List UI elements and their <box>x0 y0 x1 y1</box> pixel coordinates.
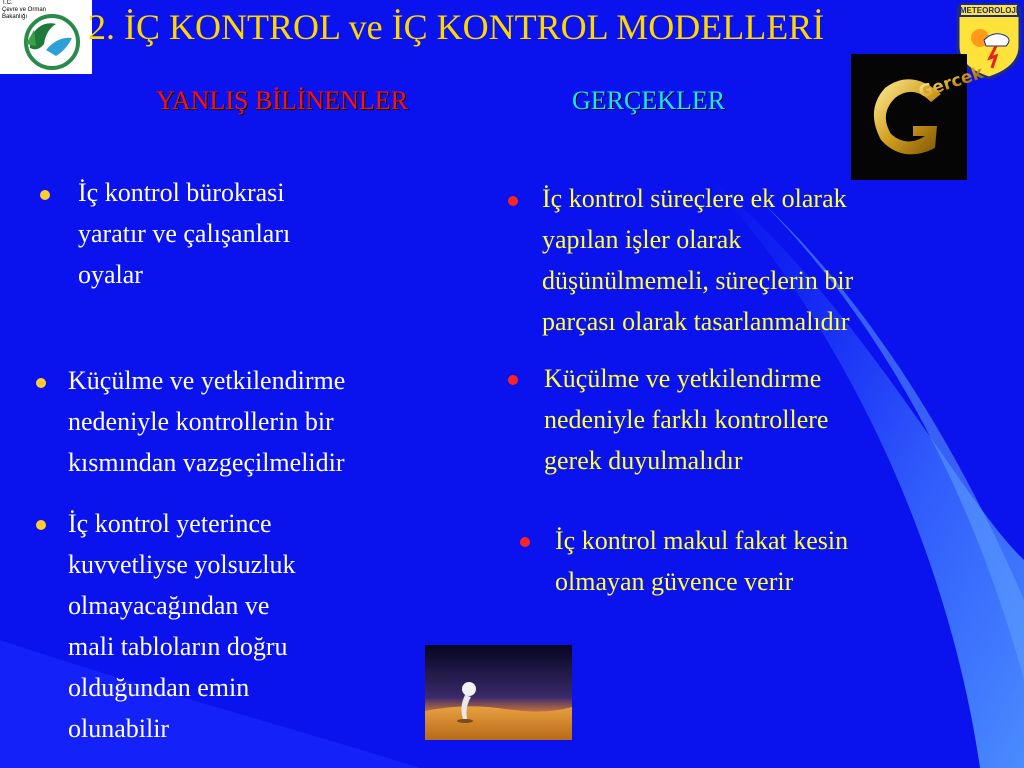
misconceptions-header: YANLIŞ BİLİNENLER <box>156 86 409 115</box>
misconception-item-2: Küçülme ve yetkilendirme nedeniyle kontrollerin bir kısmından vazgeçilmelidir <box>68 366 346 477</box>
desert-figure-image <box>425 645 572 740</box>
gercek-image <box>851 54 987 180</box>
right-bullet-3 <box>520 537 530 547</box>
ministry-logo <box>0 0 92 74</box>
left-bullet-3 <box>36 520 46 530</box>
misconception-item-1: İç kontrol bürokrasi yaratır ve çalışanları oyalar <box>78 178 291 289</box>
right-bullet-1 <box>508 196 518 206</box>
fact-item-2: Küçülme ve yetkilendirme nedeniyle farklı kontrollere gerek duyulmalıdır <box>544 364 829 475</box>
fact-item-1: İç kontrol süreçlere ek olarak yapılan işler olarak düşünülmemeli, süreçlerin bir parçası olarak tasarlanmalıdır <box>542 184 854 336</box>
right-bullet-2 <box>508 375 518 385</box>
fact-item-3: İç kontrol makul fakat kesin olmayan güvence verir <box>555 526 849 596</box>
meteoroloji-logo-text: METEOROLOJİ <box>959 6 1019 15</box>
left-bullet-2 <box>36 378 46 388</box>
ministry-logo-text: T.C. Çevre ve Orman Bakanlığı <box>2 0 47 20</box>
gercek-image-text: Gercek <box>916 63 987 103</box>
left-bullet-1 <box>40 190 50 200</box>
misconception-item-3: İç kontrol yeterince kuvvetliyse yolsuzluk olmayacağından ve mali tabloların doğru olduğundan emin olunabilir <box>68 509 296 743</box>
facts-header: GERÇEKLER <box>572 86 726 115</box>
slide-title: 2. İÇ KONTROL ve İÇ KONTROL MODELLERİ <box>88 7 825 47</box>
